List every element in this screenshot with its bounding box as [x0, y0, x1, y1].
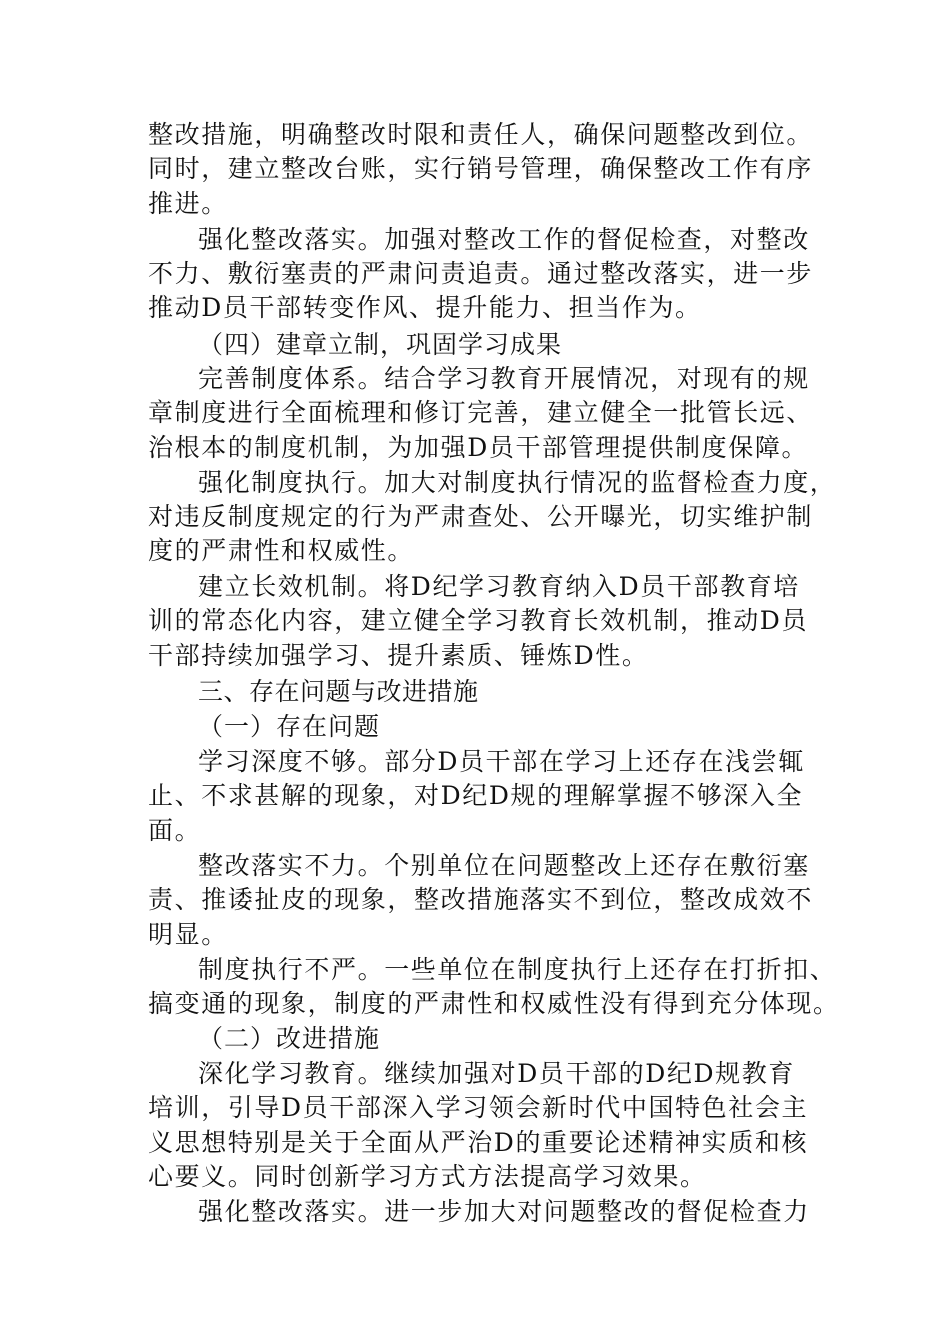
- paragraph-line: 整改措施，明确整改时限和责任人，确保问题整改到位。: [148, 120, 814, 149]
- paragraph-line: 对违反制度规定的行为严肃查处、公开曝光，切实维护制: [148, 502, 814, 531]
- section-subheading: （四）建章立制，巩固学习成果: [198, 330, 563, 359]
- paragraph-line: 心要义。同时创新学习方式方法提高学习效果。: [148, 1162, 707, 1191]
- paragraph-line: 推进。: [148, 189, 228, 218]
- paragraph-line: 明显。: [148, 920, 228, 949]
- paragraph-line: 度的严肃性和权威性。: [148, 536, 415, 565]
- paragraph-line: 责、推诿扯皮的现象，整改措施落实不到位，整改成效不: [148, 885, 814, 914]
- paragraph-line: 搞变通的现象，制度的严肃性和权威性没有得到充分体现。: [148, 989, 840, 1018]
- paragraph-line: 面。: [148, 816, 202, 845]
- paragraph-line: 整改落实不力。个别单位在问题整改上还存在敷衍塞: [198, 851, 810, 880]
- section-subheading: （二）改进措施: [198, 1024, 381, 1053]
- paragraph-line: 制度执行不严。一些单位在制度执行上还存在打折扣、: [198, 955, 837, 984]
- section-subheading: （一）存在问题: [198, 712, 381, 741]
- paragraph-line: 止、不求甚解的现象，对D纪D规的理解掌握不够深入全: [148, 781, 804, 810]
- paragraph-line: 干部持续加强学习、提升素质、锤炼D性。: [148, 641, 649, 670]
- paragraph-line: 培训，引导D员干部深入学习领会新时代中国特色社会主: [148, 1093, 809, 1122]
- paragraph-line: 推动D员干部转变作风、提升能力、担当作为。: [148, 293, 702, 322]
- paragraph-line: 完善制度体系。结合学习教育开展情况，对现有的规: [198, 364, 810, 393]
- paragraph-line: 强化制度执行。加大对制度执行情况的监督检查力度，: [198, 468, 837, 497]
- paragraph-line: 强化整改落实。加强对整改工作的督促检查，对整改: [198, 225, 810, 254]
- paragraph-line: 强化整改落实。进一步加大对问题整改的督促检查力: [198, 1197, 810, 1226]
- paragraph-line: 义思想特别是关于全面从严治D的重要论述精神实质和核: [148, 1128, 809, 1157]
- paragraph-line: 不力、敷衍塞责的严肃问责追责。通过整改落实，进一步: [148, 259, 814, 288]
- paragraph-line: 同时，建立整改台账，实行销号管理，确保整改工作有序: [148, 154, 814, 183]
- paragraph-line: 学习深度不够。部分D员干部在学习上还存在浅尝辄: [198, 747, 805, 776]
- paragraph-line: 训的常态化内容，建立健全学习教育长效机制，推动D员: [148, 606, 809, 635]
- paragraph-line: 治根本的制度机制，为加强D员干部管理提供制度保障。: [148, 433, 809, 462]
- paragraph-line: 深化学习教育。继续加强对D员干部的D纪D规教育: [198, 1059, 795, 1088]
- paragraph-line: 建立长效机制。将D纪学习教育纳入D员干部教育培: [198, 572, 800, 601]
- section-heading: 三、存在问题与改进措施: [198, 677, 479, 706]
- paragraph-line: 章制度进行全面梳理和修订完善，建立健全一批管长远、: [148, 398, 814, 427]
